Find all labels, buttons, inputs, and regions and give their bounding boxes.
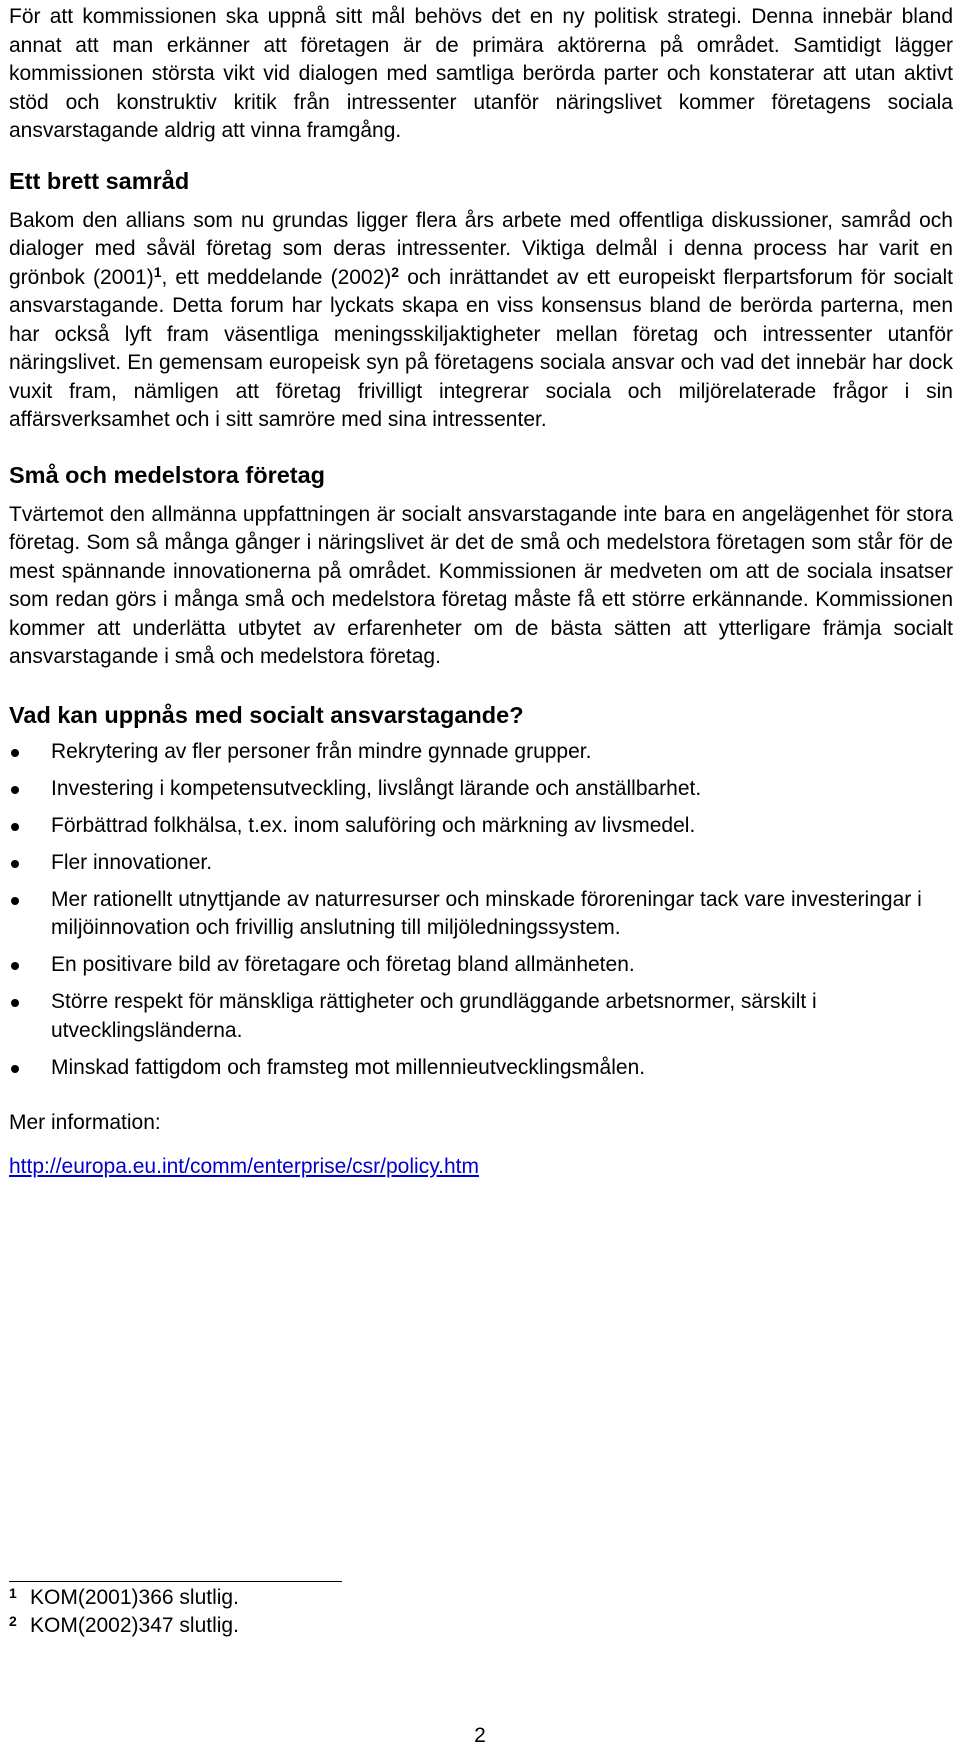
list-item: Minskad fattigdom och framsteg mot millennieutvecklingsmålen. xyxy=(9,1054,953,1083)
section-heading-benefits: Vad kan uppnås med socialt ansvarstagande? xyxy=(9,701,524,728)
document-page xyxy=(9,0,953,1181)
bullet-icon xyxy=(11,1065,19,1073)
more-info-link[interactable]: http://europa.eu.int/comm/enterprise/csr/policy.htm xyxy=(9,1154,479,1178)
bullet-icon xyxy=(11,999,19,1007)
bullet-icon xyxy=(11,962,19,970)
list-item: Fler innovationer. xyxy=(9,849,953,878)
bullet-icon xyxy=(11,749,19,757)
footnotes xyxy=(9,1584,509,1640)
consultation-paragraph xyxy=(9,207,953,435)
bullet-icon xyxy=(11,860,19,868)
page-number: 2 xyxy=(474,1724,486,1747)
footnote-number: 1 xyxy=(9,1585,17,1601)
list-item: Investering i kompetensutveckling, livslångt lärande och anställbarhet. xyxy=(9,775,953,804)
section-heading-sme: Små och medelstora företag xyxy=(9,461,326,488)
section-heading-consultation: Ett brett samråd xyxy=(9,167,190,194)
sme-paragraph: Tvärtemot den allmänna uppfattningen är socialt ansvarstagande inte bara en angelägenhet för stora företag. Som så många gånger i näringslivet är det de små och medelstora företagen som står för de mest spännande innovationerna på området. Kommissionen är medveten om att de sociala insatser som redan görs i många små och medelstora företag måste få ett större erkännande. Kommissionen kommer att underlätta utbytet av erfarenheter om de bästa sätten att ytterligare främja socialt ansvarstagande i små och medelstora företag. xyxy=(9,502,953,668)
consultation-text-part1: Bakom den allians som nu grundas ligger flera års arbete med offentliga diskussioner, samråd och dialoger med såväl företag som deras intressenter. Viktiga delmål i denna process har varit en grönbok (2001) xyxy=(9,208,953,289)
footnote xyxy=(9,1584,509,1612)
footnote-text: KOM(2002)347 slutlig. xyxy=(30,1614,239,1637)
benefits-list xyxy=(9,738,953,1083)
list-item: Större respekt för mänskliga rättigheter och grundläggande arbetsnormer, särskilt i utvecklingsländerna. xyxy=(9,988,953,1045)
bullet-icon xyxy=(11,823,19,831)
list-item: En positivare bild av företagare och företag bland allmänheten. xyxy=(9,951,953,980)
consultation-text-part2: , ett meddelande (2002) xyxy=(161,265,392,289)
footnote-separator xyxy=(9,1581,342,1582)
bullet-icon xyxy=(11,897,19,905)
list-item: Förbättrad folkhälsa, t.ex. inom saluföring och märkning av livsmedel. xyxy=(9,812,953,841)
intro-paragraph: För att kommissionen ska uppnå sitt mål behövs det en ny politisk strategi. Denna innebär bland annat att man erkänner att företagen är de primära aktörerna på området. Samtidigt lägger kommissionen största vikt vid dialogen med samtliga berörda parter och konstaterar att utan aktivt stöd och konstruktiv kritik från intressenter utanför näringslivet kommer företagens sociala ansvarstagande aldrig att vinna framgång. xyxy=(9,5,953,142)
footnote-text: KOM(2001)366 slutlig. xyxy=(30,1586,239,1609)
list-item: Rekrytering av fler personer från mindre gynnade grupper. xyxy=(9,738,953,767)
list-item: Mer rationellt utnyttjande av naturresurser och minskade föroreningar tack vare investeringar i miljöinnovation och frivillig anslutning till miljöledningssystem. xyxy=(9,886,953,943)
footnote xyxy=(9,1612,509,1640)
footnote-ref-1: 1 xyxy=(153,263,162,280)
footnote-number: 2 xyxy=(9,1613,17,1629)
consultation-text-part3: och inrättandet av ett europeiskt flerpartsforum för socialt ansvarstagande. Detta forum har lyckats skapa en viss konsensus bland de berörda parterna, men har också lyft fram väsentliga meningsskiljaktigheter mellan företag och intressenter utanför näringslivet. En gemensam europeisk syn på företagens sociala ansvar och vad det innebär har dock vuxit fram, nämligen att företag frivilligt integrerar sociala och miljörelaterade frågor i sin affärsverksamhet och i sitt samröre med sina intressenter. xyxy=(9,265,953,431)
bullet-icon xyxy=(11,786,19,794)
more-info-label: Mer information: xyxy=(9,1111,161,1134)
footnote-ref-2: 2 xyxy=(391,263,400,280)
